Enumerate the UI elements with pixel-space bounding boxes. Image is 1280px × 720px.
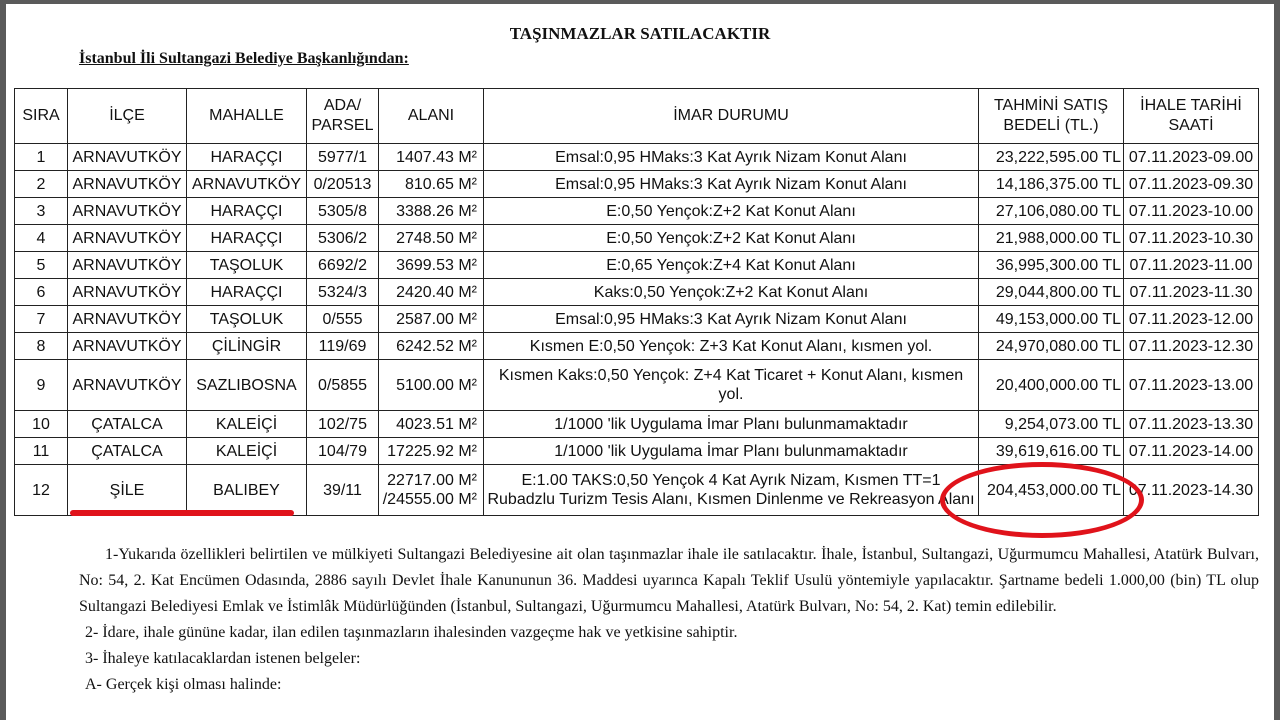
header-ilce: İLÇE: [68, 89, 187, 144]
cell-ilce: ÇATALCA: [68, 411, 187, 438]
cell-bedel: 21,988,000.00 TL: [979, 225, 1124, 252]
cell-imar: E:0,65 Yençok:Z+4 Kat Konut Alanı: [484, 252, 979, 279]
header-tarih: İHALE TARİHİ SAATİ: [1124, 89, 1259, 144]
cell-imar: 1/1000 'lik Uygulama İmar Planı bulunmamaktadır: [484, 411, 979, 438]
cell-ada: 102/75: [307, 411, 379, 438]
red-underline-annotation: [70, 510, 294, 516]
cell-ilce: ÇATALCA: [68, 438, 187, 465]
cell-mahalle: TAŞOLUK: [187, 306, 307, 333]
cell-bedel: 9,254,073.00 TL: [979, 411, 1124, 438]
cell-ilce: ARNAVUTKÖY: [68, 144, 187, 171]
paragraph-1: 1-Yukarıda özellikleri belirtilen ve mülkiyeti Sultangazi Belediyesine ait olan taşınmazlar ihale ile satılacaktır. İhale, İstanbul, Sultangazi, Uğurmumcu Mahallesi, Atatürk Bulvarı, No: 54, 2. Kat Encümen Odasında, 2886 sayılı Devlet İhale Kanununun 36. Maddesi uyarınca Kapalı Teklif Usulü yöntemiyle yapılacaktır. Şartname bedeli 1.000,00 (bin) TL olup Sultangazi Belediyesi Emlak ve İstimlâk Müdürlüğünden (İstanbul, Sultangazi, Uğurmumcu Mahallesi, Atatürk Bulvarı, No: 54, 2. Kat) temin edilebilir.: [79, 546, 1259, 615]
cell-tarih: 07.11.2023-09.30: [1124, 171, 1259, 198]
header-sira: SIRA: [15, 89, 68, 144]
table-row: [15, 198, 1259, 225]
cell-tarih: 07.11.2023-09.00: [1124, 144, 1259, 171]
cell-ilce: ARNAVUTKÖY: [68, 198, 187, 225]
cell-tarih: 07.11.2023-14.30: [1124, 465, 1259, 516]
cell-alan: 22717.00 M² /24555.00 M²: [379, 465, 484, 516]
cell-ada: 6692/2: [307, 252, 379, 279]
cell-imar: Kaks:0,50 Yençok:Z+2 Kat Konut Alanı: [484, 279, 979, 306]
cell-ada: 5977/1: [307, 144, 379, 171]
header-imar: İMAR DURUMU: [484, 89, 979, 144]
cell-mahalle: KALEİÇİ: [187, 438, 307, 465]
cell-sira: 12: [15, 465, 68, 516]
cell-imar: 1/1000 'lik Uygulama İmar Planı bulunmamaktadır: [484, 438, 979, 465]
cell-sira: 11: [15, 438, 68, 465]
cell-bedel: 204,453,000.00 TL: [979, 465, 1124, 516]
table-row: [15, 252, 1259, 279]
header-bedel: TAHMİNİ SATIŞ BEDELİ (TL.): [979, 89, 1124, 144]
table-row: [15, 279, 1259, 306]
table-row: [15, 144, 1259, 171]
cell-alan: 810.65 M²: [379, 171, 484, 198]
cell-alan: 3699.53 M²: [379, 252, 484, 279]
cell-tarih: 07.11.2023-12.30: [1124, 333, 1259, 360]
cell-alan: 2587.00 M²: [379, 306, 484, 333]
cell-sira: 9: [15, 360, 68, 411]
cell-ada: 0/555: [307, 306, 379, 333]
body-text: [79, 542, 1259, 698]
cell-alan: 5100.00 M²: [379, 360, 484, 411]
cell-tarih: 07.11.2023-11.30: [1124, 279, 1259, 306]
cell-sira: 1: [15, 144, 68, 171]
cell-ilce: ŞİLE: [68, 465, 187, 516]
table-row: [15, 333, 1259, 360]
cell-bedel: 39,619,616.00 TL: [979, 438, 1124, 465]
cell-mahalle: ARNAVUTKÖY: [187, 171, 307, 198]
cell-sira: 5: [15, 252, 68, 279]
cell-mahalle: HARAÇÇI: [187, 144, 307, 171]
cell-mahalle: SAZLIBOSNA: [187, 360, 307, 411]
table-row: [15, 438, 1259, 465]
table-row: [15, 411, 1259, 438]
cell-ada: 119/69: [307, 333, 379, 360]
cell-imar: E:1.00 TAKS:0,50 Yençok 4 Kat Ayrık Nizam, Kısmen TT=1 Rubadzlu Turizm Tesis Alanı, Kısmen Dinlenme ve Rekreasyon Alanı: [484, 465, 979, 516]
cell-alan: 4023.51 M²: [379, 411, 484, 438]
cell-sira: 6: [15, 279, 68, 306]
paragraph-3: 3- İhaleye katılacaklardan istenen belgeler:: [85, 650, 361, 667]
paragraph-4: A- Gerçek kişi olması halinde:: [85, 676, 282, 693]
cell-mahalle: HARAÇÇI: [187, 198, 307, 225]
cell-ilce: ARNAVUTKÖY: [68, 360, 187, 411]
cell-sira: 4: [15, 225, 68, 252]
header-alan: ALANI: [379, 89, 484, 144]
cell-ada: 0/20513: [307, 171, 379, 198]
cell-bedel: 23,222,595.00 TL: [979, 144, 1124, 171]
table-row: [15, 171, 1259, 198]
document-page: [6, 4, 1274, 720]
cell-ilce: ARNAVUTKÖY: [68, 333, 187, 360]
property-table: [14, 88, 1259, 516]
cell-mahalle: KALEİÇİ: [187, 411, 307, 438]
cell-ada: 104/79: [307, 438, 379, 465]
cell-bedel: 24,970,080.00 TL: [979, 333, 1124, 360]
cell-sira: 3: [15, 198, 68, 225]
cell-ada: 5324/3: [307, 279, 379, 306]
cell-ilce: ARNAVUTKÖY: [68, 306, 187, 333]
cell-alan: 17225.92 M²: [379, 438, 484, 465]
cell-tarih: 07.11.2023-13.30: [1124, 411, 1259, 438]
cell-ada: 5305/8: [307, 198, 379, 225]
document-subtitle: İstanbul İli Sultangazi Belediye Başkanlığından:: [79, 50, 409, 67]
cell-sira: 2: [15, 171, 68, 198]
cell-ada: 5306/2: [307, 225, 379, 252]
cell-imar: Emsal:0,95 HMaks:3 Kat Ayrık Nizam Konut Alanı: [484, 306, 979, 333]
table-row: [15, 306, 1259, 333]
cell-alan: 6242.52 M²: [379, 333, 484, 360]
cell-sira: 7: [15, 306, 68, 333]
document-title: TAŞINMAZLAR SATILACAKTIR: [509, 24, 771, 43]
cell-bedel: 27,106,080.00 TL: [979, 198, 1124, 225]
red-circle-annotation: [940, 462, 1144, 538]
cell-bedel: 49,153,000.00 TL: [979, 306, 1124, 333]
cell-ilce: ARNAVUTKÖY: [68, 171, 187, 198]
cell-tarih: 07.11.2023-10.30: [1124, 225, 1259, 252]
paragraph-2: 2- İdare, ihale gününe kadar, ilan edilen taşınmazların ihalesinden vazgeçme hak ve yetkisine sahiptir.: [85, 624, 738, 641]
cell-tarih: 07.11.2023-10.00: [1124, 198, 1259, 225]
cell-ilce: ARNAVUTKÖY: [68, 279, 187, 306]
cell-sira: 8: [15, 333, 68, 360]
cell-mahalle: TAŞOLUK: [187, 252, 307, 279]
cell-alan: 2420.40 M²: [379, 279, 484, 306]
header-ada-parsel: ADA/ PARSEL: [307, 89, 379, 144]
cell-tarih: 07.11.2023-11.00: [1124, 252, 1259, 279]
cell-imar: E:0,50 Yençok:Z+2 Kat Konut Alanı: [484, 225, 979, 252]
cell-bedel: 36,995,300.00 TL: [979, 252, 1124, 279]
cell-alan: 1407.43 M²: [379, 144, 484, 171]
cell-imar: Kısmen E:0,50 Yençok: Z+3 Kat Konut Alanı, kısmen yol.: [484, 333, 979, 360]
cell-mahalle: ÇİLİNGİR: [187, 333, 307, 360]
cell-ilce: ARNAVUTKÖY: [68, 252, 187, 279]
header-mahalle: MAHALLE: [187, 89, 307, 144]
cell-alan: 2748.50 M²: [379, 225, 484, 252]
cell-sira: 10: [15, 411, 68, 438]
cell-imar: Kısmen Kaks:0,50 Yençok: Z+4 Kat Ticaret + Konut Alanı, kısmen yol.: [484, 360, 979, 411]
cell-mahalle: HARAÇÇI: [187, 225, 307, 252]
cell-imar: Emsal:0,95 HMaks:3 Kat Ayrık Nizam Konut Alanı: [484, 144, 979, 171]
cell-mahalle: HARAÇÇI: [187, 279, 307, 306]
cell-alan: 3388.26 M²: [379, 198, 484, 225]
cell-tarih: 07.11.2023-12.00: [1124, 306, 1259, 333]
cell-bedel: 29,044,800.00 TL: [979, 279, 1124, 306]
cell-imar: Emsal:0,95 HMaks:3 Kat Ayrık Nizam Konut Alanı: [484, 171, 979, 198]
table-row: [15, 360, 1259, 411]
cell-imar: E:0,50 Yençok:Z+2 Kat Konut Alanı: [484, 198, 979, 225]
cell-mahalle: BALIBEY: [187, 465, 307, 516]
cell-tarih: 07.11.2023-13.00: [1124, 360, 1259, 411]
table-header-row: [15, 89, 1259, 144]
cell-tarih: 07.11.2023-14.00: [1124, 438, 1259, 465]
cell-ada: 0/5855: [307, 360, 379, 411]
cell-ada: 39/11: [307, 465, 379, 516]
cell-ilce: ARNAVUTKÖY: [68, 225, 187, 252]
table-row: [15, 225, 1259, 252]
cell-bedel: 14,186,375.00 TL: [979, 171, 1124, 198]
cell-bedel: 20,400,000.00 TL: [979, 360, 1124, 411]
